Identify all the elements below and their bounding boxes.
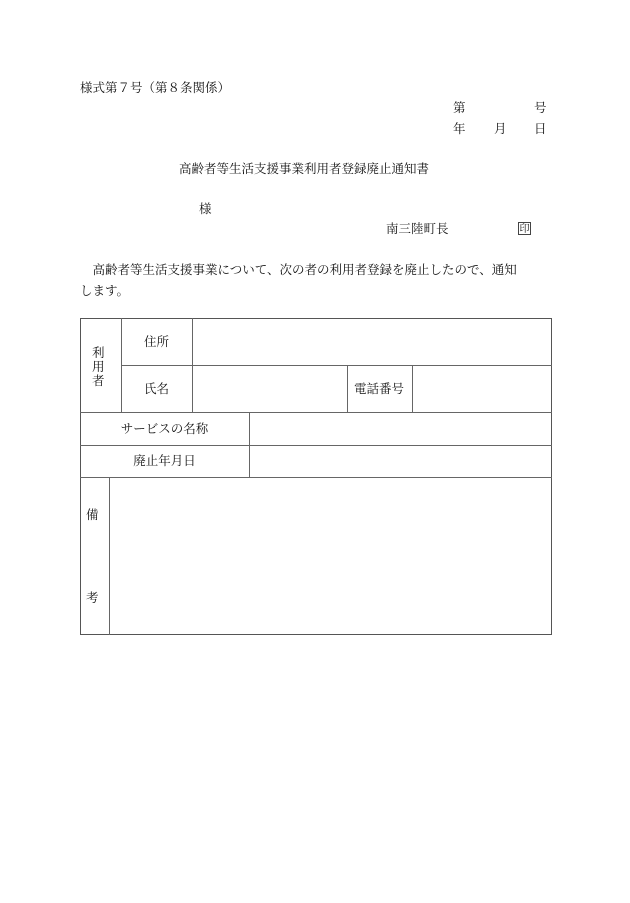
sender-name: 南三陸町長 — [386, 221, 449, 236]
remarks-field[interactable] — [113, 481, 548, 631]
row-divider — [80, 445, 552, 446]
abolish-date-label: 廃止年月日 — [133, 453, 196, 468]
seal-icon: 印 — [519, 224, 530, 235]
phone-field[interactable] — [416, 381, 548, 409]
addressee-suffix: 様 — [199, 201, 212, 216]
document-title: 高齢者等生活支援事業利用者登録廃止通知書 — [179, 161, 430, 176]
col-divider — [121, 318, 122, 413]
col-divider — [192, 318, 193, 413]
date-month-label: 月 — [494, 121, 507, 136]
user-group-label-2: 用 — [92, 359, 105, 374]
abolish-date-field[interactable] — [253, 453, 548, 473]
remarks-label-bottom: 考 — [86, 590, 99, 605]
service-name-field[interactable] — [253, 421, 548, 441]
user-group-label-1: 利 — [92, 345, 105, 360]
row-divider — [80, 412, 552, 413]
body-line-2: します。 — [80, 283, 130, 298]
body-line-1: 高齢者等生活支援事業について、次の者の利用者登録を廃止したので、通知 — [80, 262, 517, 277]
row-divider — [80, 477, 552, 478]
row-divider — [121, 365, 552, 366]
col-divider — [412, 365, 413, 413]
col-divider — [347, 365, 348, 413]
date-day-label: 日 — [534, 121, 547, 136]
service-name-label: サービスの名称 — [120, 421, 209, 436]
name-field[interactable] — [196, 381, 344, 409]
date-year-label: 年 — [453, 121, 466, 136]
address-field[interactable] — [196, 334, 548, 362]
col-divider — [109, 477, 110, 635]
form-number: 様式第７号（第８条関係） — [80, 80, 231, 95]
doc-number-prefix: 第 — [453, 100, 466, 115]
user-group-label-3: 者 — [92, 373, 105, 388]
name-label: 氏名 — [144, 381, 170, 396]
remarks-label-top: 備 — [86, 507, 99, 522]
address-label: 住所 — [144, 334, 170, 349]
phone-label: 電話番号 — [354, 381, 405, 396]
doc-number-suffix: 号 — [534, 100, 547, 115]
col-divider — [249, 412, 250, 477]
